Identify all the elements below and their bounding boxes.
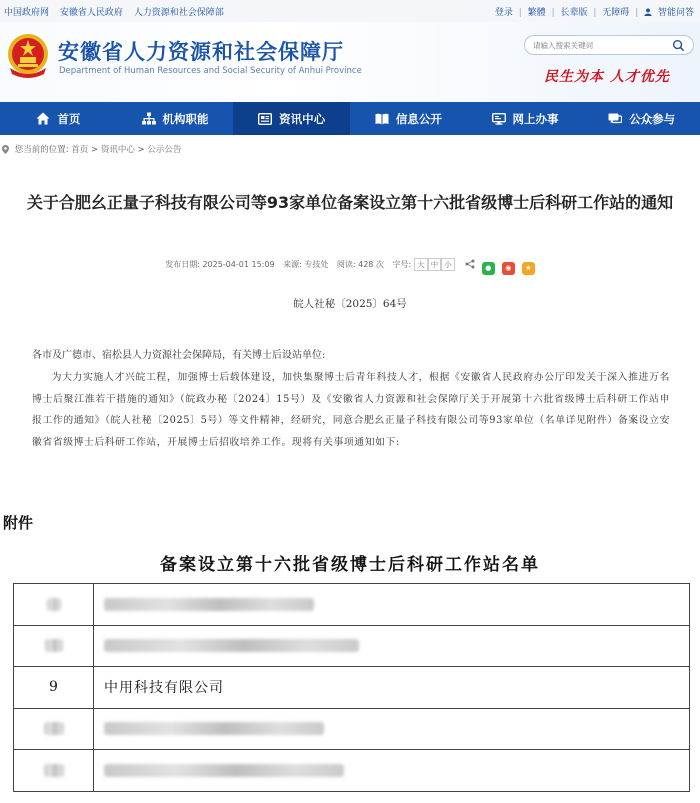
nav-label: 首页: [57, 111, 81, 126]
breadcrumb-prefix: 您当前的位置:: [14, 145, 69, 155]
breadcrumb-separator: >: [137, 145, 145, 155]
table-row: [14, 667, 690, 709]
link-gov-cn[interactable]: 中国政府网: [4, 8, 50, 18]
site-header: [0, 22, 700, 102]
row-number: [14, 584, 94, 626]
table-row: [14, 625, 690, 667]
breadcrumb-home[interactable]: 首页: [71, 145, 89, 155]
search-input[interactable]: [533, 39, 663, 52]
wechat-share-icon[interactable]: ●: [482, 262, 495, 275]
blurred-text: [104, 764, 344, 777]
attachment-label: 附件: [3, 514, 34, 532]
home-icon: [36, 112, 50, 125]
nav-label: 公众参与: [629, 111, 676, 126]
nav-home[interactable]: [0, 102, 117, 135]
blurred-text: [104, 598, 314, 611]
search-box: [524, 35, 694, 55]
slogan: 民生为本 人才优先: [544, 69, 670, 85]
nav-label: 网上办事: [512, 111, 559, 126]
location-pin-icon: [2, 145, 9, 154]
table-row: [14, 708, 690, 750]
article-source: 来源: 专技处: [283, 260, 329, 269]
news-icon: [258, 113, 272, 125]
login-link[interactable]: 登录: [494, 8, 513, 18]
user-icon: [644, 8, 655, 18]
book-icon: [375, 113, 389, 125]
table-row: [14, 584, 690, 626]
site-subtitle: Department of Human Resources and Social Security of Anhui Province: [59, 66, 362, 76]
article-greeting: 各市及广德市、宿松县人力资源社会保障局，有关博士后设站单位:: [32, 350, 326, 361]
font-size-label: 字号:: [392, 260, 412, 269]
site-title[interactable]: 安徽省人力资源和社会保障厅: [58, 40, 344, 64]
row-company-name: [94, 708, 690, 750]
smart-qa-link[interactable]: 智能问答: [657, 8, 694, 18]
publish-date: 发布日期: 2025-04-01 15:09: [165, 260, 275, 269]
row-company-name: [94, 750, 690, 792]
article-body: 为大力实施人才兴皖工程，加强博士后载体建设，加快集聚博士后青年科技人才，根据《安徽省人民政府办公厅印发关于深入推进万名博士后聚江淮若干措施的通知》（皖政办秘〔2024〕15号）及《安徽省人力资源和社会保障厅关于开展第十六批省级博士后科研工作站申报工作的通知》（皖人社秘〔2025〕5号）等文件精神，经研究，同意合肥幺正量子科技有限公司等93家单位（名单详见附件）备案设立安徽省省级博士后科研工作站，开展博士后招收培养工作。现将有关事项通知如下:: [32, 372, 670, 448]
article-title: 关于合肥幺正量子科技有限公司等93家单位备案设立第十六批省级博士后科研工作站的通知: [26, 193, 674, 212]
nav-online-services[interactable]: [467, 102, 584, 135]
top-right-links: [492, 5, 694, 18]
elder-mode-link[interactable]: 长辈版: [560, 8, 588, 18]
nav-news-center[interactable]: [233, 102, 350, 135]
traditional-chinese-link[interactable]: 繁體: [527, 8, 546, 18]
link-mohrss[interactable]: 人力资源和社会保障部: [133, 8, 224, 18]
blurred-text: [44, 764, 64, 777]
national-emblem-icon[interactable]: [6, 32, 50, 78]
nav-info-disclosure[interactable]: [350, 102, 467, 135]
link-anhui-gov[interactable]: 安徽省人民政府: [59, 8, 123, 18]
org-chart-icon: [142, 112, 156, 125]
nav-organization[interactable]: [117, 102, 234, 135]
row-company-name: 中用科技有限公司: [94, 667, 690, 709]
share-icon[interactable]: [465, 259, 475, 269]
row-number: [14, 708, 94, 750]
station-list-table: [13, 583, 690, 792]
article: [0, 165, 700, 495]
breadcrumb-news-center[interactable]: 资讯中心: [100, 145, 135, 155]
document-number: 皖人社秘〔2025〕64号: [293, 298, 407, 310]
row-number: 9: [14, 667, 94, 709]
font-size-medium[interactable]: 中: [428, 258, 442, 271]
nav-label: 机构职能: [162, 111, 209, 126]
font-size-small[interactable]: 小: [441, 258, 455, 271]
top-utility-bar: [0, 0, 700, 22]
blurred-text: [44, 722, 64, 735]
nav-public-participation[interactable]: [583, 102, 700, 135]
divider: |: [635, 8, 639, 18]
breadcrumb-announcements[interactable]: 公示公告: [147, 145, 182, 155]
nav-label: 信息公开: [395, 111, 442, 126]
divider: |: [518, 8, 522, 18]
row-company-name: [94, 584, 690, 626]
font-size-large[interactable]: 大: [414, 258, 428, 271]
row-number: [14, 625, 94, 667]
main-nav: [0, 102, 700, 135]
blurred-text: [45, 639, 63, 652]
divider: |: [551, 8, 555, 18]
nav-label: 资讯中心: [279, 111, 326, 126]
blurred-text: [104, 639, 359, 652]
divider: |: [593, 8, 597, 18]
breadcrumb-separator: >: [91, 145, 99, 155]
chat-icon: [608, 113, 622, 125]
table-row: [14, 750, 690, 792]
accessibility-link[interactable]: 无障碍: [602, 8, 630, 18]
row-company-name: [94, 625, 690, 667]
qzone-share-icon[interactable]: ★: [522, 262, 535, 275]
article-meta: [0, 258, 700, 275]
weibo-share-icon[interactable]: ◉: [502, 262, 515, 275]
monitor-icon: [492, 113, 506, 125]
top-left-links: [4, 5, 232, 18]
attachment-list-title: 备案设立第十六批省级博士后科研工作站名单: [160, 555, 540, 575]
search-icon[interactable]: [672, 39, 685, 52]
breadcrumb: [0, 143, 181, 159]
row-number: [14, 750, 94, 792]
blurred-text: [104, 722, 324, 735]
blurred-text: [47, 598, 61, 611]
view-count: 阅读: 428 次: [336, 260, 384, 269]
